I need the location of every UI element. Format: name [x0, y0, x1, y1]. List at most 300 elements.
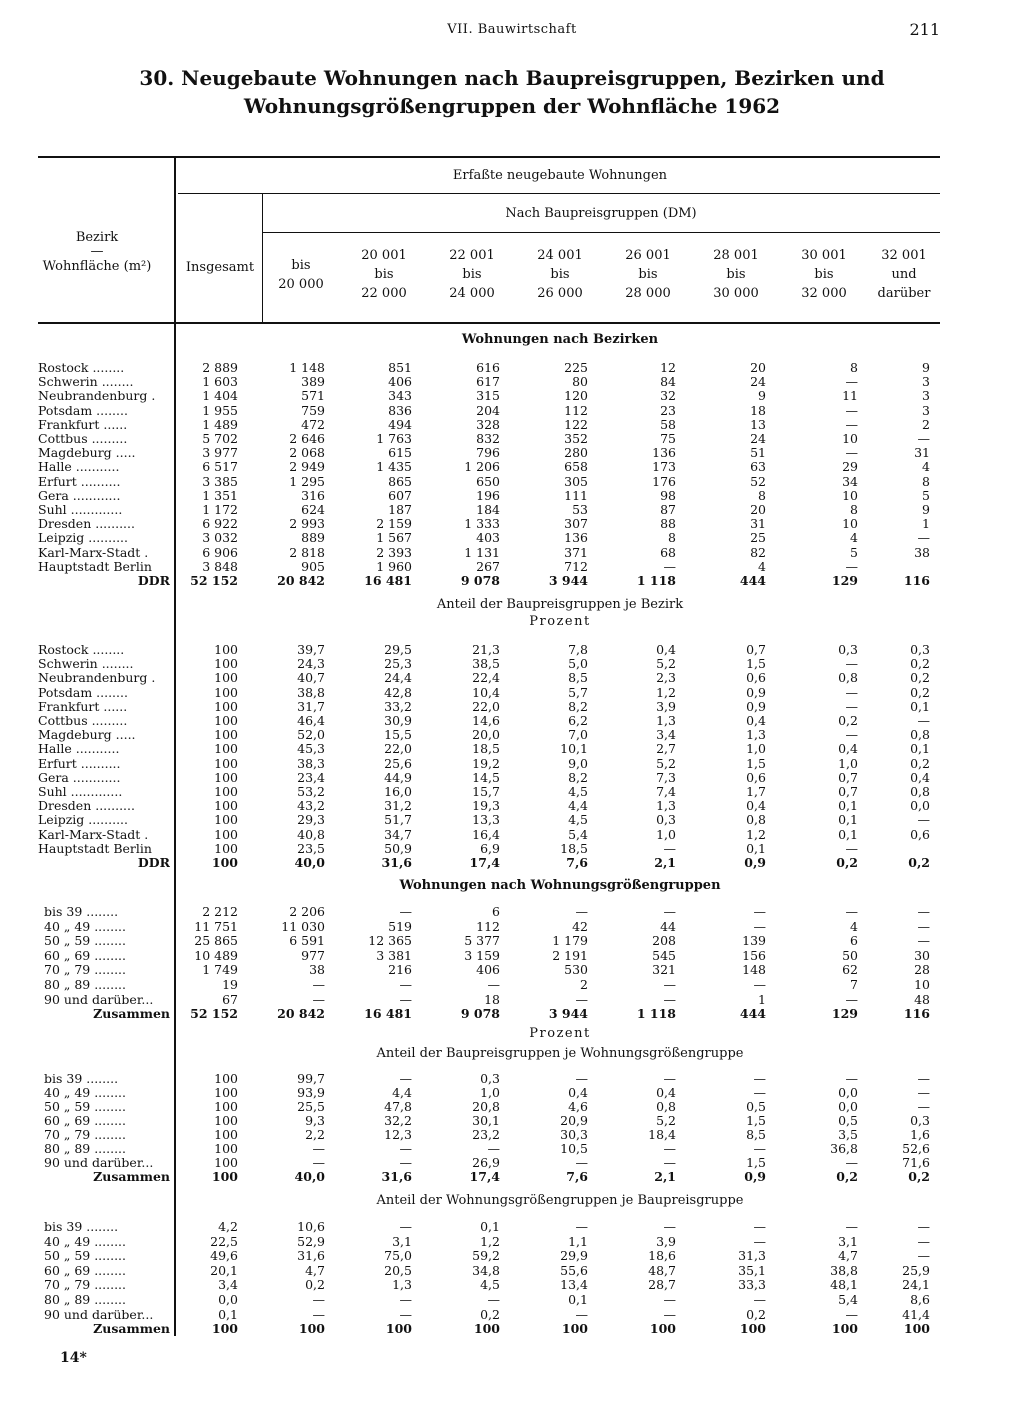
table-cell: 25,3 — [384, 656, 412, 672]
table-cell: 0,3 — [656, 812, 676, 828]
table-cell: — — [845, 416, 858, 432]
table-title-line-1: 30. Neugebaute Wohnungen nach Baupreisgruppen, Bezirken und — [139, 66, 885, 90]
table-cell: 1 131 — [464, 544, 500, 560]
table-cell: 13 — [750, 416, 766, 432]
table-cell: 10,6 — [297, 1219, 325, 1234]
row-label: Gera ............ — [38, 488, 121, 503]
table-cell: 9 — [922, 502, 930, 517]
table-cell: 832 — [476, 431, 500, 446]
table-cell: 2 191 — [552, 947, 588, 963]
table-cell: 11 030 — [281, 918, 325, 934]
table-cell: 2,1 — [654, 1169, 676, 1184]
table-cell: 100 — [739, 1321, 766, 1337]
table-title — [0, 64, 1024, 120]
row-label: 80 „ 89 ........ — [44, 978, 126, 992]
table-cell: 5,4 — [838, 1292, 858, 1307]
table-cell: 48 — [914, 991, 930, 1007]
table-row — [0, 1220, 1024, 1234]
table-cell: — — [753, 1292, 766, 1307]
table-cell: 4,2 — [218, 1219, 238, 1234]
table-cell: 0,4 — [568, 1085, 588, 1100]
table-row — [0, 934, 1024, 948]
table-cell: — — [575, 1219, 588, 1234]
table-total-row — [0, 574, 1024, 588]
table-cell: 1 — [922, 516, 930, 532]
table-cell: 148 — [742, 962, 766, 978]
table-cell: 100 — [214, 826, 238, 842]
table-cell: 68 — [660, 544, 676, 560]
table-cell: — — [845, 698, 858, 714]
table-cell: 8,5 — [746, 1127, 766, 1142]
table-cell: 280 — [564, 445, 588, 461]
table-cell: 0,9 — [746, 684, 766, 700]
row-label: Frankfurt ...... — [38, 417, 128, 432]
table-cell: 5,0 — [568, 656, 588, 672]
table-row — [0, 1086, 1024, 1100]
table-cell: 2 818 — [289, 544, 325, 560]
table-cell: 156 — [742, 947, 766, 963]
table-cell: 19,2 — [472, 755, 500, 771]
table-cell: 1 351 — [202, 487, 238, 503]
table-cell: 0,0 — [910, 798, 930, 814]
table-cell: 0,2 — [746, 1306, 766, 1322]
table-cell: 352 — [564, 431, 588, 446]
table-cell: 4 — [850, 918, 858, 934]
table-cell: 29,9 — [560, 1248, 588, 1264]
table-cell: 100 — [214, 1085, 238, 1100]
table-cell: 0,4 — [746, 713, 766, 728]
table-cell: 16,0 — [384, 784, 412, 799]
price-group-header-line: bis — [814, 267, 834, 282]
table-cell: 23 — [660, 402, 676, 418]
table-cell: — — [312, 1155, 325, 1170]
table-cell: 444 — [739, 573, 766, 588]
table-cell: 865 — [388, 473, 412, 489]
row-label: 80 „ 89 ........ — [44, 1293, 126, 1307]
table-cell: — — [399, 991, 412, 1007]
table-cell: 52 — [750, 473, 766, 489]
table-cell: 1 118 — [636, 573, 676, 588]
table-cell: 30 — [914, 947, 930, 963]
table-cell: 6,9 — [480, 840, 500, 856]
table-cell: 29,5 — [384, 642, 412, 657]
table-cell: 1 489 — [202, 416, 238, 432]
price-group-header-line: bis — [374, 267, 394, 282]
table-cell: 100 — [214, 656, 238, 672]
table-total-row — [0, 1007, 1024, 1021]
table-cell: 2 206 — [289, 904, 325, 919]
section-title: Anteil der Baupreisgruppen je Wohnungsgrößengruppe — [376, 1046, 744, 1061]
price-group-header-line: 26 000 — [537, 286, 583, 301]
table-cell: 42 — [572, 918, 588, 934]
price-group-header-line: 32 001 — [881, 248, 927, 263]
table-cell: — — [312, 1141, 325, 1156]
table-row — [0, 728, 1024, 742]
row-label: bis 39 ........ — [44, 1220, 119, 1234]
table-row — [0, 546, 1024, 560]
table-cell: 52,0 — [297, 727, 325, 743]
table-cell: — — [845, 656, 858, 672]
table-cell: 51,7 — [384, 812, 412, 828]
price-group-header-line: 30 000 — [713, 286, 759, 301]
price-group-header-line: 26 001 — [625, 248, 671, 263]
table-cell: 26,9 — [472, 1155, 500, 1170]
table-cell: 80 — [572, 374, 588, 390]
table-cell: 321 — [652, 962, 676, 978]
table-cell: 2 — [580, 977, 588, 992]
table-row — [0, 757, 1024, 771]
table-cell: 494 — [388, 416, 412, 432]
row-label: Zusammen — [93, 1170, 170, 1184]
price-group-header-line: 22 000 — [361, 286, 407, 301]
table-cell: — — [399, 1141, 412, 1156]
table-cell: 100 — [211, 1169, 238, 1184]
table-row — [0, 686, 1024, 700]
table-row — [0, 1100, 1024, 1114]
table-cell: 0,1 — [218, 1306, 238, 1322]
row-label: Halle ........... — [38, 460, 120, 475]
table-row — [0, 432, 1024, 446]
table-cell: 1 172 — [202, 502, 238, 517]
table-cell: 53,2 — [297, 784, 325, 799]
table-cell: 208 — [652, 933, 676, 949]
table-cell: 129 — [831, 1006, 858, 1022]
table-cell: 25,5 — [297, 1099, 325, 1114]
table-row — [0, 920, 1024, 934]
table-cell: 24 — [750, 431, 766, 446]
table-row — [0, 1114, 1024, 1128]
table-cell: — — [663, 1292, 676, 1307]
table-cell: 216 — [388, 962, 412, 978]
table-row — [0, 1128, 1024, 1142]
table-cell: 100 — [561, 1321, 588, 1337]
table-cell: 75 — [660, 431, 676, 446]
table-cell: 8 — [758, 487, 766, 503]
table-cell: 58 — [660, 416, 676, 432]
table-cell: 111 — [564, 487, 588, 503]
table-row — [0, 700, 1024, 714]
table-cell: 100 — [298, 1321, 325, 1337]
table-cell: 18,5 — [560, 840, 588, 856]
table-cell: 444 — [739, 1006, 766, 1022]
table-cell: 0,4 — [746, 798, 766, 814]
table-cell: 1,2 — [746, 826, 766, 842]
table-cell: — — [399, 1071, 412, 1086]
table-cell: 100 — [214, 1141, 238, 1156]
table-cell: 305 — [564, 473, 588, 489]
header-erfasste: Erfaßte neugebaute Wohnungen — [452, 168, 668, 183]
table-cell: 30,3 — [560, 1127, 588, 1142]
table-cell: 1,5 — [746, 1155, 766, 1170]
table-cell: 59,2 — [472, 1248, 500, 1264]
table-cell: — — [575, 991, 588, 1007]
table-cell: 50 — [842, 947, 858, 963]
table-cell: 3,9 — [656, 1233, 676, 1249]
table-cell: 38 — [309, 962, 325, 978]
table-cell: — — [845, 840, 858, 856]
table-cell: 18,4 — [648, 1127, 676, 1142]
table-cell: 11 751 — [194, 918, 238, 934]
table-cell: 10 — [842, 431, 858, 446]
table-cell: 389 — [301, 374, 325, 390]
table-cell: 0,9 — [744, 855, 766, 870]
table-cell: 615 — [388, 445, 412, 461]
table-row — [0, 560, 1024, 574]
table-cell: — — [663, 558, 676, 574]
table-cell: 12 365 — [368, 933, 412, 949]
table-cell: 2 646 — [289, 431, 325, 446]
table-total-row — [0, 856, 1024, 870]
table-cell: 0,1 — [568, 1292, 588, 1307]
table-cell: 63 — [750, 459, 766, 475]
section-title: Wohnungen nach Bezirken — [461, 332, 659, 347]
table-cell: 8 — [850, 502, 858, 517]
table-cell: — — [845, 558, 858, 574]
row-label: Halle ........... — [38, 742, 120, 757]
table-cell: 31,6 — [381, 1169, 412, 1184]
table-row — [0, 1235, 1024, 1249]
table-cell: 3 159 — [464, 947, 500, 963]
table-cell: 2,3 — [656, 670, 676, 686]
table-cell: 2 949 — [289, 459, 325, 475]
row-label: 40 „ 49 ........ — [44, 919, 126, 934]
table-cell: 100 — [214, 1127, 238, 1142]
table-cell: 41,4 — [902, 1306, 930, 1322]
table-cell: — — [663, 1219, 676, 1234]
table-cell: 100 — [214, 727, 238, 743]
page-number: 211 — [909, 20, 940, 39]
table-cell: — — [663, 904, 676, 919]
page-footer-mark: 14* — [60, 1350, 87, 1366]
table-cell: 4,5 — [568, 784, 588, 799]
table-cell: 0,6 — [746, 670, 766, 686]
table-cell: 2,2 — [305, 1127, 325, 1142]
table-cell: — — [487, 1141, 500, 1156]
table-cell: 0,9 — [744, 1169, 766, 1184]
table-cell: 32,2 — [384, 1113, 412, 1128]
table-cell: 20,0 — [472, 727, 500, 743]
table-cell: 0,2 — [836, 855, 858, 870]
table-cell: — — [917, 933, 930, 949]
table-cell: 0,7 — [838, 769, 858, 785]
table-cell: — — [663, 1306, 676, 1322]
table-cell: 3 — [922, 374, 930, 390]
table-cell: 22,4 — [472, 670, 500, 686]
table-cell: 650 — [476, 473, 500, 489]
row-label: 50 „ 59 ........ — [44, 934, 126, 949]
price-group-header-line: 20 001 — [361, 248, 407, 263]
table-cell: 7,4 — [656, 784, 676, 799]
price-group-header-6 — [692, 246, 780, 303]
table-total-row — [0, 1170, 1024, 1184]
price-group-header-4 — [516, 246, 604, 303]
table-cell: — — [917, 1085, 930, 1100]
table-total-row — [0, 1322, 1024, 1336]
table-row — [0, 1308, 1024, 1322]
table-cell: 0,2 — [838, 713, 858, 728]
table-cell: 13,4 — [560, 1277, 588, 1293]
table-cell: 1,0 — [746, 741, 766, 757]
table-cell: 519 — [388, 918, 412, 934]
table-cell: 6 — [492, 904, 500, 919]
table-cell: 100 — [214, 670, 238, 686]
table-cell: — — [753, 918, 766, 934]
row-label: 90 und darüber... — [44, 1156, 154, 1170]
price-group-header-8 — [868, 246, 940, 303]
table-cell: — — [917, 1233, 930, 1249]
table-cell: 472 — [301, 416, 325, 432]
table-cell: 116 — [903, 1006, 930, 1022]
table-cell: 2 993 — [289, 516, 325, 532]
table-row — [0, 389, 1024, 403]
table-cell: 4 — [850, 530, 858, 546]
table-cell: 100 — [211, 1321, 238, 1337]
table-cell: 7 — [850, 977, 858, 992]
table-cell: 5,2 — [656, 755, 676, 771]
table-cell: — — [753, 1233, 766, 1249]
table-cell: 571 — [301, 388, 325, 404]
table-cell: 10 489 — [194, 947, 238, 963]
table-cell: 10 — [842, 487, 858, 503]
table-cell: 2 159 — [376, 516, 412, 532]
table-cell: 0,3 — [480, 1071, 500, 1086]
table-cell: 31,6 — [381, 855, 412, 870]
table-cell: 0,2 — [836, 1169, 858, 1184]
section-title: Prozent — [529, 1026, 591, 1041]
row-label: Karl-Marx-Stadt . — [38, 545, 149, 560]
table-row — [0, 375, 1024, 389]
table-cell: 31,2 — [384, 798, 412, 814]
row-label: Magdeburg ..... — [38, 728, 136, 743]
table-cell: 100 — [214, 798, 238, 814]
row-label: Karl-Marx-Stadt . — [38, 827, 149, 842]
table-cell: 116 — [903, 573, 930, 588]
table-row — [0, 1249, 1024, 1263]
table-cell: 47,8 — [384, 1099, 412, 1114]
table-cell: 905 — [301, 558, 325, 574]
table-cell: 0,2 — [908, 1169, 930, 1184]
table-cell: 225 — [564, 360, 588, 375]
table-cell: 6 906 — [202, 544, 238, 560]
table-cell: 17,4 — [469, 1169, 500, 1184]
table-cell: 406 — [476, 962, 500, 978]
table-cell: 530 — [564, 962, 588, 978]
table-cell: 406 — [388, 374, 412, 390]
table-cell: 1 955 — [202, 402, 238, 418]
table-row — [0, 503, 1024, 517]
table-cell: — — [845, 402, 858, 418]
table-cell: 3 381 — [376, 947, 412, 963]
price-group-header-line: bis — [638, 267, 658, 282]
table-cell: — — [575, 904, 588, 919]
table-cell: 31,6 — [297, 1248, 325, 1264]
table-cell: 50,9 — [384, 840, 412, 856]
table-cell: — — [845, 1071, 858, 1086]
table-cell: 658 — [564, 459, 588, 475]
price-group-header-line: und — [891, 267, 917, 282]
table-row — [0, 828, 1024, 842]
table-cell: 977 — [301, 947, 325, 963]
table-cell: 343 — [388, 388, 412, 404]
table-cell: 3 977 — [202, 445, 238, 461]
table-cell: 38,3 — [297, 755, 325, 771]
table-cell: 45,3 — [297, 741, 325, 757]
table-cell: 1,6 — [910, 1127, 930, 1142]
section-title: Anteil der Wohnungsgrößengruppen je Baupreisgruppe — [376, 1193, 744, 1208]
table-cell: 6 517 — [202, 459, 238, 475]
table-cell: 267 — [476, 558, 500, 574]
table-cell: 22,0 — [384, 741, 412, 757]
table-cell: — — [753, 977, 766, 992]
table-cell: 796 — [476, 445, 500, 461]
row-label: 80 „ 89 ........ — [44, 1142, 126, 1156]
row-label: Hauptstadt Berlin — [38, 559, 152, 574]
row-label: Neubrandenburg . — [38, 671, 156, 686]
table-cell: 16 481 — [364, 1006, 412, 1022]
table-cell: 19 — [222, 977, 238, 992]
table-cell: 20,1 — [210, 1262, 238, 1278]
table-cell: — — [399, 1219, 412, 1234]
table-cell: 1,5 — [746, 1113, 766, 1128]
table-cell: 14,5 — [472, 769, 500, 785]
row-label: 60 „ 69 ........ — [44, 948, 126, 963]
table-cell: 10,4 — [472, 684, 500, 700]
table-cell: 62 — [842, 962, 858, 978]
table-cell: 100 — [473, 1321, 500, 1337]
table-cell: 31,7 — [297, 698, 325, 714]
table-cell: 1,3 — [656, 798, 676, 814]
table-cell: 22,0 — [472, 698, 500, 714]
table-cell: 0,2 — [908, 855, 930, 870]
table-cell: 4,7 — [305, 1262, 325, 1278]
table-cell: 176 — [652, 473, 676, 489]
table-cell: 0,4 — [838, 741, 858, 757]
table-cell: 10 — [842, 516, 858, 532]
table-cell: 40,8 — [297, 826, 325, 842]
table-cell: 67 — [222, 991, 238, 1007]
table-cell: 2,1 — [654, 855, 676, 870]
section-title: Prozent — [529, 614, 591, 629]
header-nach-baupreisgruppen: Nach Baupreisgruppen (DM) — [505, 206, 697, 221]
table-cell: 2 212 — [202, 904, 238, 919]
table-cell: 0,2 — [910, 755, 930, 771]
table-cell: 98 — [660, 487, 676, 503]
table-row — [0, 643, 1024, 657]
table-cell: 6 — [850, 933, 858, 949]
table-cell: 8 — [850, 360, 858, 375]
table-cell: — — [845, 1155, 858, 1170]
table-cell: 87 — [660, 502, 676, 517]
table-cell: 24 — [750, 374, 766, 390]
table-cell: 51 — [750, 445, 766, 461]
table-cell: 1 148 — [289, 360, 325, 375]
table-cell: — — [845, 1306, 858, 1322]
table-cell: 38,5 — [472, 656, 500, 672]
table-cell: 1,2 — [480, 1233, 500, 1249]
table-cell: 0,7 — [838, 784, 858, 799]
table-cell: 545 — [652, 947, 676, 963]
table-row — [0, 714, 1024, 728]
table-cell: 12,3 — [384, 1127, 412, 1142]
table-row — [0, 978, 1024, 992]
table-cell: 75,0 — [384, 1248, 412, 1264]
row-label: Erfurt .......... — [38, 756, 121, 771]
table-cell: — — [917, 1219, 930, 1234]
table-cell: 1 603 — [202, 374, 238, 390]
table-cell: 0,1 — [910, 741, 930, 757]
table-cell: — — [845, 445, 858, 461]
table-cell: 52,9 — [297, 1233, 325, 1249]
